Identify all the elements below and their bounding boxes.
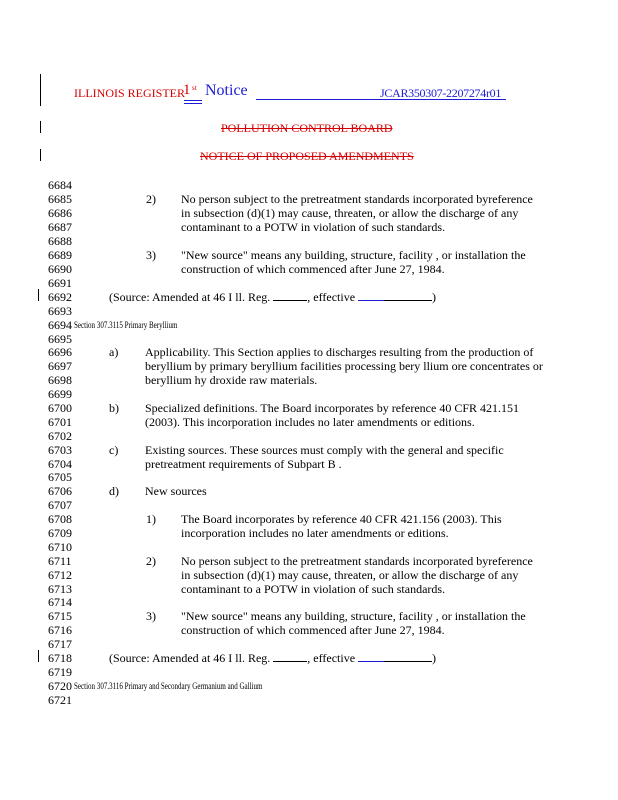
change-bar-board [40,121,41,133]
line-number: 6688 [48,234,72,248]
section-heading: Section 307.3115 Primary Beryllium [74,320,178,330]
line-number: 6717 [48,637,72,651]
line-number: 6721 [48,693,72,707]
notice-label: Notice [205,82,248,99]
item-marker: c) [109,443,119,457]
agency-name: POLLUTION CONTROL BOARD [221,121,393,135]
source-close: ) [432,651,437,665]
source-note-text: (Source: Amended at 46 I ll. Reg. [109,651,271,665]
line-number: 6716 [48,623,72,637]
paragraph-line: Specialized definitions. The Board incorporates by reference 40 CFR 421.151 [145,401,520,415]
line-number: 6696 [48,345,72,359]
paragraph-line: (2003). This incorporation includes no later amendments or editions. [145,415,475,429]
line-number: 6703 [48,443,72,457]
paragraph-line: New sources [145,484,207,498]
paragraph-line: No person subject to the pretreatment standards incorporated byreference [181,192,533,206]
change-bar-6718 [38,650,39,662]
line-number: 6692 [48,290,72,304]
line-number: 6695 [48,332,72,346]
paragraph-line: in subsection (d)(1) may cause, threaten, or allow the discharge of any [181,568,519,582]
paragraph-line: contaminant to a POTW in violation of such standards. [181,220,446,234]
effective-date-blank [384,661,432,662]
line-number: 6701 [48,415,72,429]
change-bar-notice [40,149,41,161]
line-number: 6702 [48,429,72,443]
effective-label: , effective [307,651,356,665]
source-note [109,290,436,304]
item-marker: 2) [146,192,156,206]
line-number: 6684 [48,178,72,192]
line-number: 6707 [48,498,72,512]
paragraph-line: beryllium by primary beryllium facilities processing bery llium ore concentrates or [145,359,543,373]
paragraph-line: "New source" means any building, structure, facility , or installation the [181,248,526,262]
paragraph-line: "New source" means any building, structure, facility , or installation the [181,609,526,623]
line-number: 6686 [48,206,72,220]
line-number: 6690 [48,262,72,276]
line-number: 6697 [48,359,72,373]
notice-title: NOTICE OF PROPOSED AMENDMENTS [200,149,414,163]
item-marker: a) [109,345,119,359]
paragraph-line: beryllium hy droxide raw materials. [145,373,318,387]
line-number: 6691 [48,276,72,290]
source-note [109,651,436,665]
line-number: 6719 [48,665,72,679]
item-marker: 3) [146,248,156,262]
line-number: 6693 [48,304,72,318]
line-number: 6705 [48,470,72,484]
paragraph-line: Applicability. This Section applies to discharges resulting from the production of [145,345,534,359]
item-marker: 2) [146,554,156,568]
paragraph-line: Existing sources. These sources must comply with the general and specific [145,443,504,457]
change-bar-header [40,74,41,106]
effective-date-blank-blue [358,300,384,301]
change-bar-6692 [38,289,39,301]
item-marker: 3) [146,609,156,623]
effective-date-blank [384,300,432,301]
item-marker: 1) [146,512,156,526]
source-note-text: (Source: Amended at 46 I ll. Reg. [109,290,271,304]
paragraph-line: in subsection (d)(1) may cause, threaten, or allow the discharge of any [181,206,519,220]
paragraph-line: construction of which commenced after June 27, 1984. [181,623,445,637]
line-number: 6698 [48,373,72,387]
paragraph-line: incorporation includes no later amendments or editions. [181,526,449,540]
line-number: 6694 [48,318,72,332]
line-number: 6713 [48,582,72,596]
line-number: 6714 [48,595,72,609]
source-close: ) [432,290,437,304]
register-blank [273,661,307,662]
line-number: 6685 [48,192,72,206]
line-number: 6700 [48,401,72,415]
line-number: 6708 [48,512,72,526]
section-heading: Section 307.3116 Primary and Secondary Germanium and Gallium [74,681,263,691]
line-number: 6709 [48,526,72,540]
paragraph-line: No person subject to the pretreatment standards incorporated byreference [181,554,533,568]
item-marker: d) [109,484,119,498]
line-number: 6720 [48,679,72,693]
line-number: 6711 [48,554,72,568]
effective-date-blank-blue [358,661,384,662]
line-number: 6687 [48,220,72,234]
paragraph-line: construction of which commenced after June 27, 1984. [181,262,445,276]
line-number: 6710 [48,540,72,554]
register-title: ILLINOIS REGISTER [74,86,185,100]
register-blank [273,300,307,301]
first-notice-superscript: st [192,84,197,92]
line-number: 6689 [48,248,72,262]
paragraph-line: pretreatment requirements of Subpart B . [145,457,342,471]
jcar-code: JCAR350307-2207274r01 [380,86,502,100]
notice-double-underline [184,100,202,104]
first-notice-number: 1 [183,82,191,98]
paragraph-line: The Board incorporates by reference 40 CFR 421.156 (2003). This [181,512,502,526]
line-number: 6718 [48,651,72,665]
item-marker: b) [109,401,119,415]
line-number: 6712 [48,568,72,582]
line-number: 6706 [48,484,72,498]
line-number: 6715 [48,609,72,623]
paragraph-line: contaminant to a POTW in violation of such standards. [181,582,446,596]
effective-label: , effective [307,290,356,304]
line-number: 6699 [48,387,72,401]
line-number: 6704 [48,457,72,471]
